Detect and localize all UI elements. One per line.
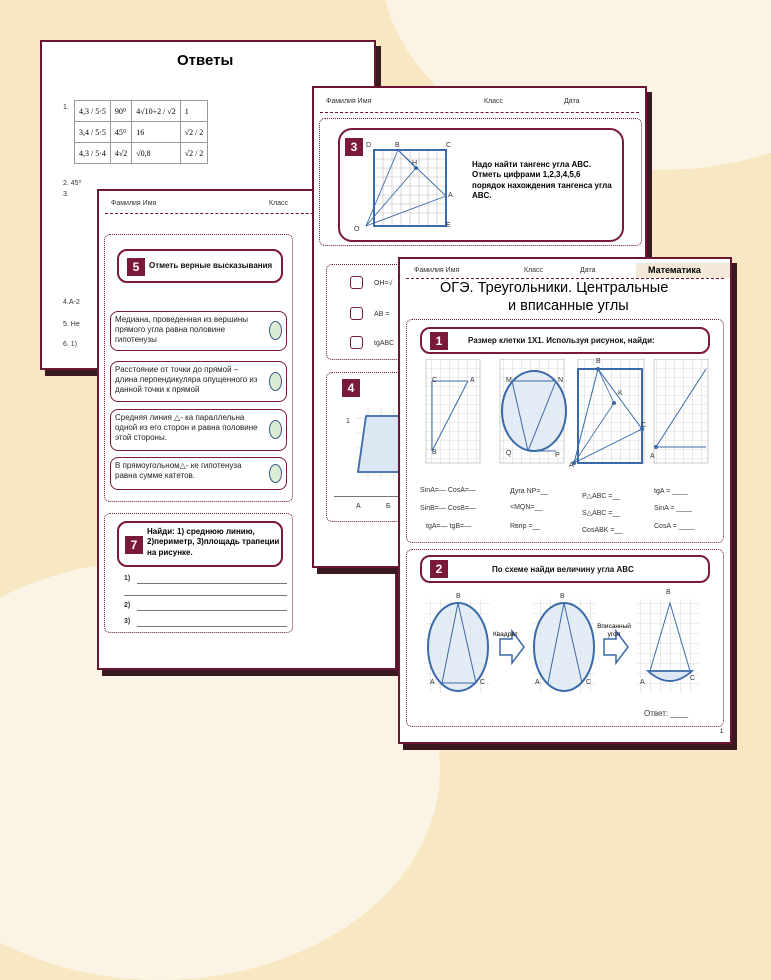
header-divider — [406, 278, 724, 279]
point-label: B — [432, 449, 437, 456]
answer-1-line[interactable] — [137, 583, 287, 584]
formula: P△ABC =__ — [582, 493, 621, 500]
answer-oval[interactable] — [269, 420, 282, 439]
point-label: C — [480, 679, 486, 686]
task-number-badge: 4 — [342, 379, 360, 397]
table-header-cell: А — [356, 503, 361, 510]
page-title-line-2: и вписанные углы — [508, 298, 629, 314]
table-cell: √2 / 2 — [180, 122, 208, 143]
task-3-grid-figure — [360, 140, 460, 240]
task-1-figures — [422, 359, 722, 469]
point-label: B — [596, 358, 601, 365]
table-cell: 16 — [132, 122, 180, 143]
statement-item[interactable] — [110, 457, 287, 490]
point-label: A — [535, 679, 540, 686]
answer-2-label: 2) — [124, 602, 131, 609]
point-label: K — [618, 390, 623, 397]
statement-item[interactable] — [110, 311, 287, 351]
task-3-card — [338, 128, 624, 242]
point-label: E — [446, 222, 451, 229]
answers-item-5: 5. Не — [63, 321, 80, 328]
task-2-header — [420, 555, 710, 583]
table-cell: 3,4 / 5·5 — [75, 122, 111, 143]
page-title-line-1: ОГЭ. Треугольники. Центральные — [440, 280, 669, 296]
answer-3-label: 3) — [124, 618, 131, 625]
answer-label[interactable]: Ответ: ____ — [644, 709, 689, 718]
answer-oval[interactable] — [269, 464, 282, 483]
date-label: Дата — [580, 267, 596, 274]
header-divider — [320, 112, 639, 113]
step-label: tgABC — [374, 340, 395, 347]
statement-text: Медиана, проведенная из вершины прямого угла равна половине гипотенузы — [115, 315, 249, 344]
task-number-badge: 1 — [430, 332, 448, 350]
point-label: Q — [506, 450, 512, 457]
step-checkbox[interactable] — [350, 336, 363, 349]
answer-1-label: 1) — [124, 575, 131, 582]
point-label: B — [456, 593, 461, 600]
point-label: A — [640, 679, 645, 686]
task-number-badge: 7 — [125, 536, 143, 554]
step-checkbox[interactable] — [350, 307, 363, 320]
statement-text: В прямоугольном△- ке гипотенуза равна сумме катетов. — [115, 461, 242, 480]
task-5-header — [117, 249, 283, 283]
formula: <MQN=__ — [510, 504, 543, 511]
task-title: Отметь верные высказывания — [149, 261, 273, 270]
answers-title: Ответы — [177, 52, 234, 69]
step-label: OH=√ — [374, 280, 393, 287]
answers-item-2: 2. 45⁰ — [63, 180, 82, 187]
table-header-cell: Б — [386, 503, 391, 510]
point-label: B — [560, 593, 565, 600]
point-label: N — [558, 377, 564, 384]
point-label: B — [395, 142, 400, 149]
point-label: M — [506, 377, 512, 384]
formula: CosA = ____ — [654, 523, 695, 530]
point-label: C — [446, 142, 452, 149]
step-label: AB = — [374, 311, 390, 318]
arrow-label-square: Квадрат — [493, 631, 518, 638]
page-number: 1 — [720, 729, 724, 735]
arrow-label-inscribed: Вписанный угол — [597, 623, 631, 638]
subject-label: Математика — [648, 265, 701, 275]
task-number-badge: 2 — [430, 560, 448, 578]
class-label: Класс — [269, 200, 289, 207]
point-label: P — [555, 452, 560, 459]
statement-text: Расстояние от точки до прямой – длина перпендикуляра опущенного из данной точки к прямой — [115, 365, 258, 394]
task-7-header — [117, 521, 283, 567]
table-cell: 4,3 / 5·5 — [75, 101, 111, 122]
task-2-scheme — [420, 593, 720, 699]
point-label: A — [448, 192, 453, 199]
statement-item[interactable] — [110, 361, 287, 402]
point-label: D — [366, 142, 372, 149]
table-cell: 4,3 / 5·4 — [75, 143, 111, 164]
answer-2-line[interactable] — [137, 610, 287, 611]
point-label: H — [412, 160, 418, 167]
formula: Rвпр =__ — [510, 523, 541, 530]
point-label: B — [666, 589, 671, 596]
answers-item-3: 3. — [63, 191, 69, 198]
date-label: Дата — [564, 98, 580, 105]
formula: tgA = ____ — [654, 488, 688, 495]
student-name-label: Фамилия Имя — [326, 98, 372, 105]
step-checkbox[interactable] — [350, 276, 363, 289]
class-label: Класс — [524, 267, 544, 274]
class-label: Класс — [484, 98, 504, 105]
formula: SinA = ____ — [654, 505, 692, 512]
task-4-row-label: 1 — [346, 418, 350, 425]
point-label: C — [432, 377, 438, 384]
formula: CosABK =__ — [582, 527, 623, 534]
point-label: A — [569, 462, 574, 469]
task-number-badge: 3 — [345, 138, 363, 156]
student-name-label: Фамилия Имя — [111, 200, 157, 207]
formula: tgA=— tgB=— — [426, 523, 472, 530]
answer-extra-line[interactable] — [124, 595, 287, 596]
formula: Дуга NP=__ — [510, 488, 549, 495]
task-3-text: Надо найти тангенс угла ABC. Отметь цифрами 1,2,3,4,5,6 порядок нахождения тангенса угла ABC. — [472, 160, 612, 201]
answers-item-6: 6. 1) — [63, 341, 78, 348]
table-cell: 4√10÷2 / √2 — [132, 101, 180, 122]
table-cell: √2 / 2 — [180, 143, 208, 164]
point-label: A — [650, 453, 655, 460]
point-label: A — [470, 377, 475, 384]
formula: S△ABC =__ — [582, 510, 621, 517]
point-label: O — [354, 226, 360, 233]
statement-item[interactable] — [110, 409, 287, 451]
task-1-header — [420, 327, 710, 354]
table-cell: 90⁰ — [110, 101, 131, 122]
answers-item-4: 4.А-2 — [63, 299, 80, 306]
point-label: C — [641, 422, 647, 429]
table-cell: √0,8 — [132, 143, 180, 164]
point-label: C — [690, 675, 696, 682]
main-worksheet — [398, 257, 732, 744]
answer-3-line[interactable] — [137, 626, 287, 627]
grid-strip — [318, 574, 398, 594]
formula: SinA=— CosA=— — [420, 487, 477, 494]
table-cell: 1 — [180, 101, 208, 122]
point-label: A — [430, 679, 435, 686]
answers-table — [74, 100, 208, 164]
table-cell: 4√2 — [110, 143, 131, 164]
statement-text: Средняя линия △- ка параллельна одной из его сторон и равна половине этой стороны. — [115, 413, 258, 442]
answer-oval[interactable] — [269, 321, 282, 340]
point-label: C — [586, 679, 592, 686]
task-number-badge: 5 — [127, 258, 145, 276]
task-title: Найди: 1) среднюю линию, 2)периметр, 3)площадь трапеции на рисунке. — [147, 527, 280, 557]
answers-item-1: 1. — [63, 104, 69, 111]
table-cell: 45⁰ — [110, 122, 131, 143]
task-title: Размер клетки 1Х1. Используя рисунок, найди: — [468, 336, 655, 345]
answer-oval[interactable] — [269, 372, 282, 391]
formula: SinB=— CosB=— — [420, 505, 477, 512]
task-title: По схеме найди величину угла ABC — [492, 565, 634, 574]
student-name-label: Фамилия Имя — [414, 267, 460, 274]
